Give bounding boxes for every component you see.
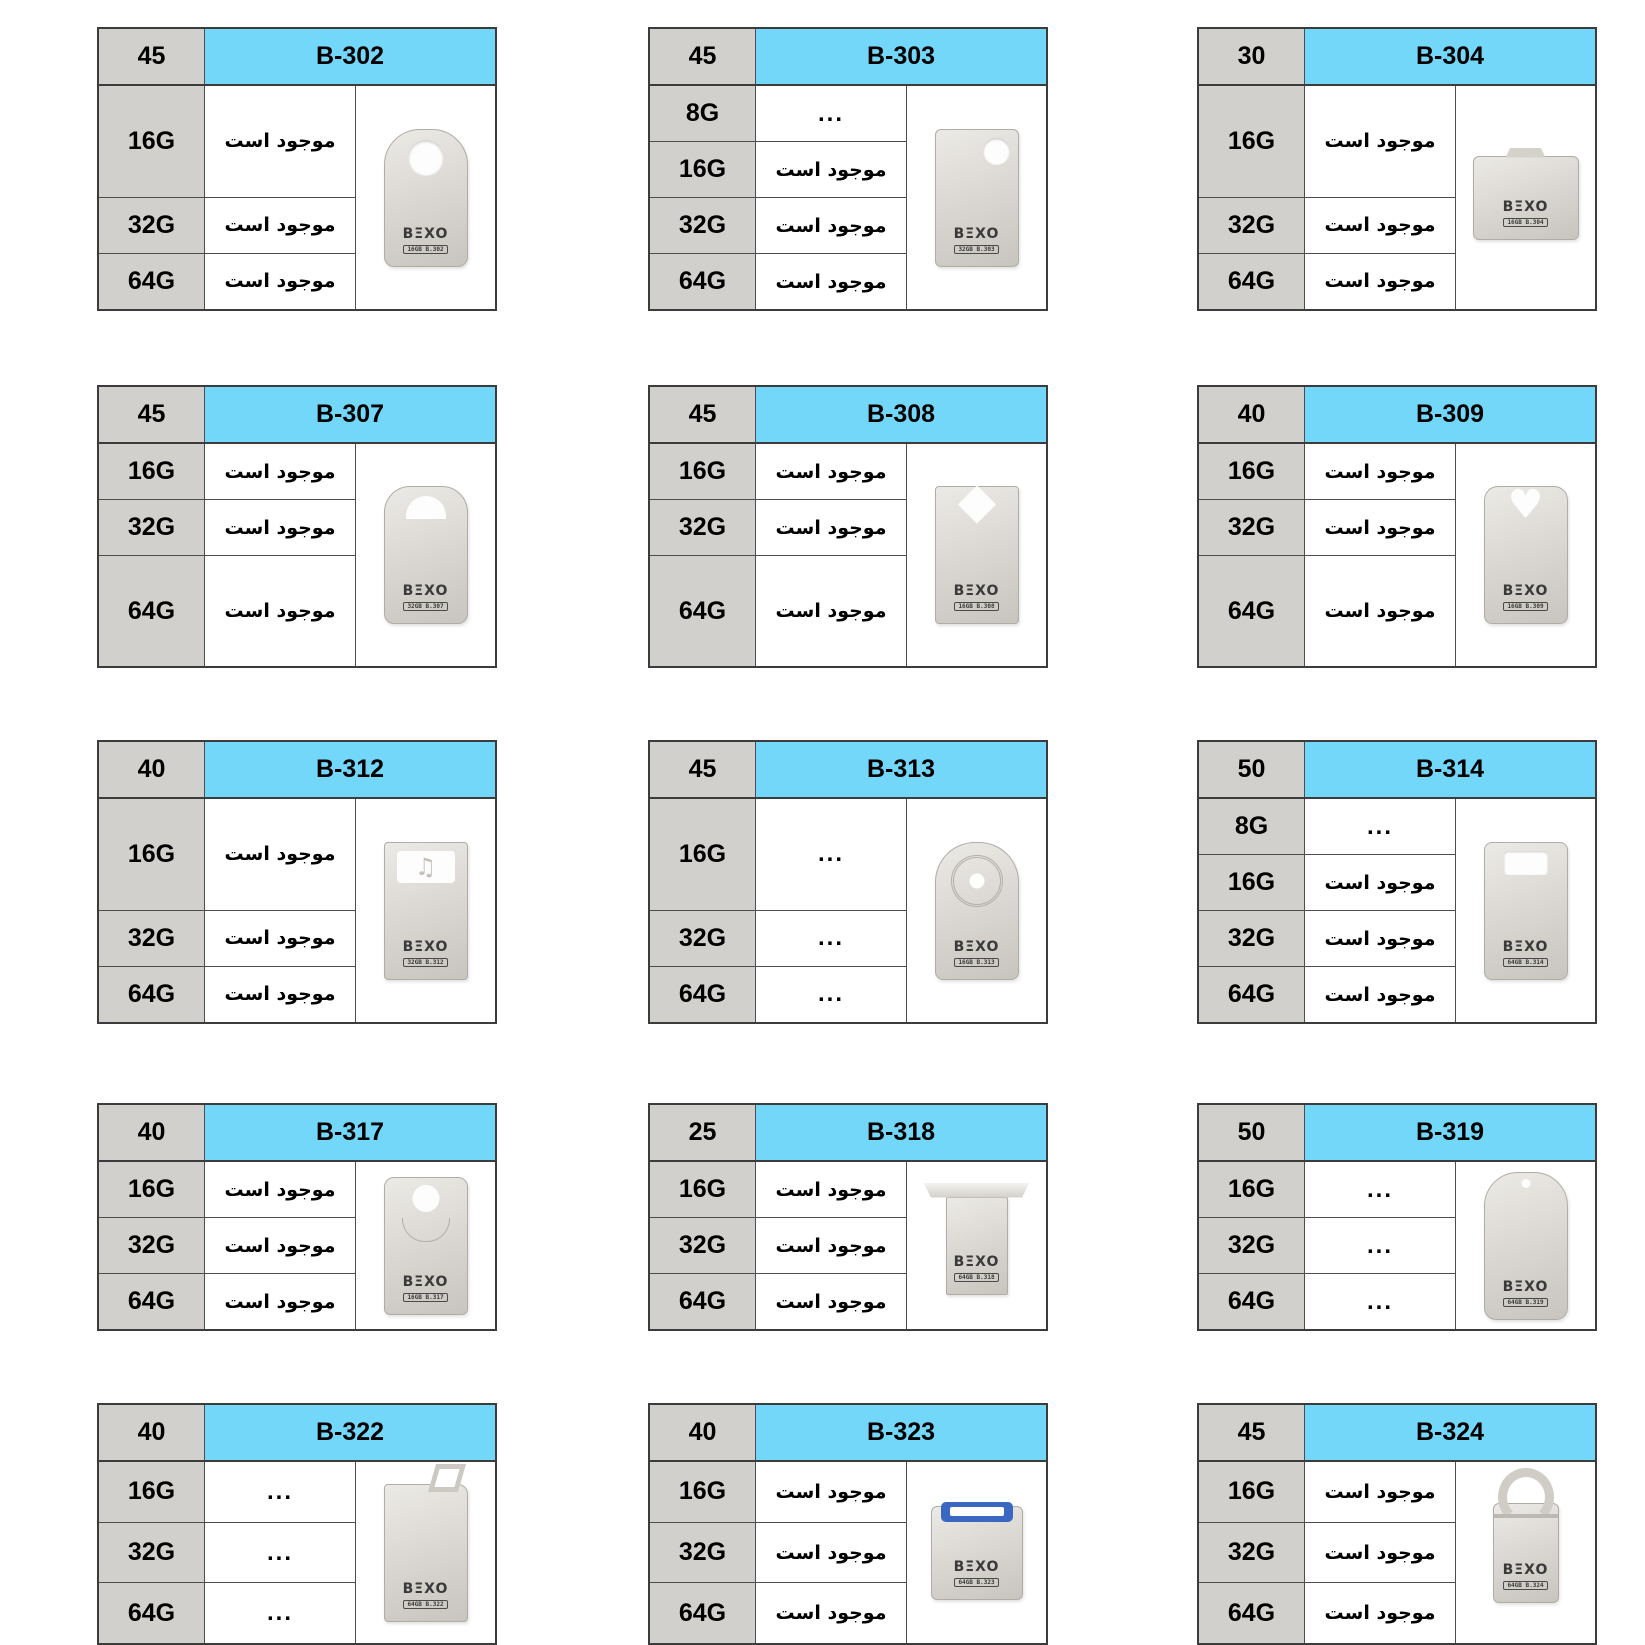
capacity-cell: 16G bbox=[99, 444, 204, 499]
price-cell: 30 bbox=[1199, 29, 1304, 84]
capacity-row bbox=[1199, 555, 1455, 666]
capacity-rows bbox=[650, 799, 906, 1022]
model-number-cell: B-312 bbox=[204, 742, 495, 797]
table-body bbox=[99, 1462, 495, 1643]
usb-drive-circle-hole-icon bbox=[384, 1177, 468, 1315]
availability-cell: موجود است bbox=[755, 500, 906, 555]
model-number-cell: B-308 bbox=[755, 387, 1046, 442]
model-number-cell: B-318 bbox=[755, 1105, 1046, 1160]
table-header bbox=[99, 1105, 495, 1162]
capacity-row bbox=[650, 1462, 906, 1522]
usb-drive-heart-cutout-icon bbox=[1484, 486, 1568, 624]
capacity-cell: 64G bbox=[99, 556, 204, 666]
capacity-cell: 16G bbox=[99, 1462, 204, 1522]
capacity-cell: 32G bbox=[650, 1523, 755, 1583]
table-header bbox=[1199, 1405, 1595, 1462]
usb-drive-mini-icon bbox=[1473, 156, 1579, 240]
product-table-B-309 bbox=[1197, 385, 1597, 668]
bexo-logo: BΞXO bbox=[953, 583, 1000, 599]
table-header bbox=[650, 29, 1046, 86]
usb-drive-shovel-icon bbox=[1484, 1172, 1568, 1320]
capacity-row bbox=[650, 499, 906, 555]
availability-cell: موجود است bbox=[1304, 254, 1455, 309]
product-table-B-319 bbox=[1197, 1103, 1597, 1331]
drive-capacity-label: 16GB B.302 bbox=[403, 245, 447, 254]
capacity-rows bbox=[1199, 86, 1455, 309]
product-table-B-307 bbox=[97, 385, 497, 668]
capacity-cell: 64G bbox=[650, 967, 755, 1022]
drive-capacity-label: 16GB B.309 bbox=[1503, 602, 1547, 611]
product-table-B-303 bbox=[648, 27, 1048, 311]
capacity-row bbox=[99, 499, 355, 555]
usb-drive-corner-loop-icon bbox=[384, 1484, 468, 1622]
usb-drive-diamond-cutout-icon bbox=[935, 486, 1019, 624]
usb-drive-t-cap-icon bbox=[946, 1197, 1008, 1295]
drive-capacity-label: 64GB B.322 bbox=[403, 1600, 447, 1609]
table-body bbox=[650, 1162, 1046, 1329]
capacity-cell: 32G bbox=[1199, 500, 1304, 555]
table-body bbox=[99, 86, 495, 309]
capacity-row bbox=[650, 253, 906, 309]
capacity-cell: 16G bbox=[1199, 1162, 1304, 1217]
capacity-rows bbox=[650, 444, 906, 666]
table-header bbox=[99, 1405, 495, 1462]
capacity-row bbox=[1199, 86, 1455, 197]
capacity-rows bbox=[99, 1462, 355, 1643]
product-image-cell bbox=[355, 799, 495, 1022]
capacity-row bbox=[99, 555, 355, 666]
capacity-cell: 16G bbox=[1199, 855, 1304, 910]
capacity-cell: 64G bbox=[1199, 1583, 1304, 1643]
capacity-rows bbox=[1199, 1162, 1455, 1329]
capacity-row bbox=[99, 1462, 355, 1522]
capacity-row bbox=[650, 910, 906, 966]
availability-cell: موجود است bbox=[204, 254, 355, 309]
drive-capacity-label: 16GB B.313 bbox=[954, 958, 998, 967]
model-number-cell: B-313 bbox=[755, 742, 1046, 797]
capacity-row bbox=[650, 141, 906, 197]
table-body bbox=[1199, 86, 1595, 309]
capacity-cell: 32G bbox=[650, 911, 755, 966]
availability-cell: موجود است bbox=[1304, 911, 1455, 966]
availability-cell: موجود است bbox=[755, 1462, 906, 1522]
table-body bbox=[99, 444, 495, 666]
bexo-logo: BΞXO bbox=[1502, 938, 1549, 955]
capacity-cell: 64G bbox=[650, 556, 755, 666]
table-header bbox=[650, 1405, 1046, 1462]
capacity-row bbox=[650, 1582, 906, 1643]
model-number-cell: B-307 bbox=[204, 387, 495, 442]
model-number-cell: B-319 bbox=[1304, 1105, 1595, 1160]
capacity-cell: 32G bbox=[650, 198, 755, 253]
availability-cell: موجود است bbox=[1304, 967, 1455, 1022]
usb-drive-blue-clip-icon bbox=[931, 1506, 1023, 1600]
price-cell: 50 bbox=[1199, 1105, 1304, 1160]
capacity-cell: 32G bbox=[99, 500, 204, 555]
price-cell: 40 bbox=[650, 1405, 755, 1460]
capacity-row bbox=[1199, 1522, 1455, 1583]
capacity-row bbox=[1199, 799, 1455, 854]
table-header bbox=[650, 742, 1046, 799]
model-number-cell: B-314 bbox=[1304, 742, 1595, 797]
capacity-row bbox=[650, 555, 906, 666]
capacity-row bbox=[1199, 253, 1455, 309]
availability-cell: موجود است bbox=[755, 1583, 906, 1643]
capacity-row bbox=[650, 1273, 906, 1329]
product-image-cell bbox=[1455, 1462, 1595, 1643]
capacity-row bbox=[1199, 1462, 1455, 1522]
availability-cell: موجود است bbox=[1304, 556, 1455, 666]
price-cell: 45 bbox=[99, 387, 204, 442]
bexo-logo: BΞXO bbox=[402, 1580, 449, 1597]
usb-drive-slot-hole-icon bbox=[1484, 842, 1568, 980]
product-table-B-323 bbox=[648, 1403, 1048, 1645]
capacity-cell: 16G bbox=[650, 444, 755, 499]
capacity-row bbox=[650, 197, 906, 253]
table-header bbox=[1199, 387, 1595, 444]
capacity-row bbox=[1199, 1217, 1455, 1273]
availability-cell: موجود است bbox=[755, 444, 906, 499]
product-image-cell bbox=[906, 1462, 1046, 1643]
bexo-logo: BΞXO bbox=[953, 225, 1000, 242]
capacity-cell: 64G bbox=[650, 1274, 755, 1329]
price-cell: 45 bbox=[99, 29, 204, 84]
product-table-B-304 bbox=[1197, 27, 1597, 311]
capacity-cell: 16G bbox=[99, 86, 204, 197]
capacity-cell: 16G bbox=[650, 1162, 755, 1217]
bexo-logo: ♥ BΞXO bbox=[1502, 583, 1549, 599]
bexo-logo: BΞXO bbox=[953, 1253, 1000, 1270]
model-number-cell: B-317 bbox=[204, 1105, 495, 1160]
capacity-row bbox=[99, 799, 355, 910]
capacity-row bbox=[1199, 499, 1455, 555]
capacity-rows bbox=[650, 86, 906, 309]
availability-cell: موجود است bbox=[204, 911, 355, 966]
capacity-cell: 16G bbox=[99, 1162, 204, 1217]
table-header bbox=[99, 29, 495, 86]
capacity-row bbox=[99, 966, 355, 1022]
product-table-B-312 bbox=[97, 740, 497, 1024]
table-body bbox=[1199, 1462, 1595, 1643]
drive-capacity-label: 16GB B.308 bbox=[954, 602, 998, 611]
capacity-cell: 64G bbox=[1199, 556, 1304, 666]
availability-cell: موجود است bbox=[204, 967, 355, 1022]
product-image-cell bbox=[355, 86, 495, 309]
table-header bbox=[99, 742, 495, 799]
capacity-rows bbox=[650, 1162, 906, 1329]
capacity-rows bbox=[650, 1462, 906, 1643]
product-image-cell bbox=[1455, 86, 1595, 309]
capacity-cell: 16G bbox=[1199, 86, 1304, 197]
product-image-cell bbox=[906, 1162, 1046, 1329]
capacity-cell: 64G bbox=[650, 1583, 755, 1643]
price-cell: 45 bbox=[650, 742, 755, 797]
drive-capacity-label: 16GB B.317 bbox=[403, 1293, 447, 1302]
capacity-row bbox=[99, 1162, 355, 1217]
drive-capacity-label: 64GB B.324 bbox=[1503, 1581, 1547, 1590]
capacity-row bbox=[99, 1522, 355, 1583]
product-table-B-318 bbox=[648, 1103, 1048, 1331]
product-table-B-314 bbox=[1197, 740, 1597, 1024]
capacity-row bbox=[650, 1217, 906, 1273]
capacity-rows bbox=[99, 86, 355, 309]
availability-cell: موجود است bbox=[204, 86, 355, 197]
product-image-cell bbox=[355, 444, 495, 666]
capacity-row bbox=[99, 197, 355, 253]
capacity-row bbox=[650, 1162, 906, 1217]
drive-capacity-label: 32GB B.303 bbox=[954, 245, 998, 254]
capacity-cell: 64G bbox=[99, 1274, 204, 1329]
capacity-rows bbox=[99, 1162, 355, 1329]
capacity-row bbox=[1199, 966, 1455, 1022]
price-cell: 45 bbox=[650, 387, 755, 442]
price-cell: 40 bbox=[99, 1105, 204, 1160]
product-table-B-308 bbox=[648, 385, 1048, 668]
table-header bbox=[650, 1105, 1046, 1162]
availability-cell: موجود است bbox=[204, 1274, 355, 1329]
capacity-rows bbox=[1199, 1462, 1455, 1643]
availability-cell: موجود است bbox=[204, 500, 355, 555]
bexo-logo: BΞXO bbox=[953, 1558, 1000, 1575]
capacity-row bbox=[99, 1582, 355, 1643]
capacity-row bbox=[1199, 910, 1455, 966]
capacity-cell: 64G bbox=[99, 254, 204, 309]
capacity-cell: 32G bbox=[99, 1218, 204, 1273]
availability-cell: ... bbox=[204, 1523, 355, 1583]
product-image-cell bbox=[906, 86, 1046, 309]
usb-drive-hook-icon bbox=[1493, 1503, 1559, 1603]
capacity-row bbox=[99, 1273, 355, 1329]
price-cell: 45 bbox=[1199, 1405, 1304, 1460]
availability-cell: موجود است bbox=[1304, 444, 1455, 499]
availability-cell: موجود است bbox=[204, 799, 355, 910]
availability-cell: موجود است bbox=[204, 1218, 355, 1273]
capacity-cell: 32G bbox=[1199, 1218, 1304, 1273]
drive-capacity-label: 16GB B.304 bbox=[1503, 218, 1547, 227]
drive-capacity-label: 64GB B.319 bbox=[1503, 1298, 1547, 1307]
capacity-row bbox=[1199, 444, 1455, 499]
price-cell: 40 bbox=[99, 742, 204, 797]
model-number-cell: B-304 bbox=[1304, 29, 1595, 84]
bexo-logo: BΞXO bbox=[402, 1273, 449, 1290]
capacity-row bbox=[650, 799, 906, 910]
availability-cell: موجود است bbox=[1304, 855, 1455, 910]
capacity-cell: 64G bbox=[1199, 254, 1304, 309]
capacity-row bbox=[1199, 1582, 1455, 1643]
table-body bbox=[99, 799, 495, 1022]
bexo-logo: BΞXO bbox=[402, 225, 449, 242]
table-header bbox=[1199, 29, 1595, 86]
availability-cell: موجود است bbox=[755, 198, 906, 253]
capacity-cell: 32G bbox=[650, 1218, 755, 1273]
price-cell: 45 bbox=[650, 29, 755, 84]
model-number-cell: B-324 bbox=[1304, 1405, 1595, 1460]
capacity-row bbox=[650, 1522, 906, 1583]
capacity-cell: 32G bbox=[99, 911, 204, 966]
capacity-cell: 32G bbox=[1199, 198, 1304, 253]
capacity-row bbox=[1199, 197, 1455, 253]
bexo-logo: BΞXO bbox=[953, 938, 1000, 955]
availability-cell: ... bbox=[755, 967, 906, 1022]
model-number-cell: B-303 bbox=[755, 29, 1046, 84]
product-image-cell bbox=[906, 799, 1046, 1022]
product-table-B-317 bbox=[97, 1103, 497, 1331]
model-number-cell: B-309 bbox=[1304, 387, 1595, 442]
capacity-row bbox=[650, 86, 906, 141]
availability-cell: موجود است bbox=[1304, 1462, 1455, 1522]
drive-capacity-label: 64GB B.318 bbox=[954, 1273, 998, 1282]
table-header bbox=[1199, 1105, 1595, 1162]
model-number-cell: B-322 bbox=[204, 1405, 495, 1460]
capacity-row bbox=[99, 1217, 355, 1273]
price-cell: 40 bbox=[99, 1405, 204, 1460]
model-number-cell: B-302 bbox=[204, 29, 495, 84]
table-body bbox=[650, 444, 1046, 666]
bexo-logo: ♫ BΞXO bbox=[402, 938, 449, 955]
availability-cell: موجود است bbox=[755, 1274, 906, 1329]
availability-cell: موجود است bbox=[204, 1162, 355, 1217]
product-image-cell bbox=[1455, 444, 1595, 666]
capacity-cell: 64G bbox=[99, 1583, 204, 1643]
capacity-cell: 8G bbox=[650, 86, 755, 141]
capacity-cell: 64G bbox=[1199, 1274, 1304, 1329]
table-body bbox=[1199, 1162, 1595, 1329]
capacity-row bbox=[650, 966, 906, 1022]
availability-cell: موجود است bbox=[755, 1523, 906, 1583]
availability-cell: موجود است bbox=[204, 444, 355, 499]
capacity-cell: 32G bbox=[1199, 911, 1304, 966]
capacity-cell: 32G bbox=[99, 198, 204, 253]
availability-cell: موجود است bbox=[755, 254, 906, 309]
capacity-cell: 16G bbox=[650, 142, 755, 197]
capacity-cell: 64G bbox=[99, 967, 204, 1022]
availability-cell: ... bbox=[204, 1462, 355, 1522]
availability-cell: ... bbox=[204, 1583, 355, 1643]
availability-cell: ... bbox=[1304, 1162, 1455, 1217]
table-body bbox=[1199, 799, 1595, 1022]
capacity-cell: 16G bbox=[1199, 1462, 1304, 1522]
usb-drive-arch-loop-icon bbox=[384, 486, 468, 624]
capacity-cell: 64G bbox=[1199, 967, 1304, 1022]
capacity-row bbox=[99, 444, 355, 499]
capacity-rows bbox=[1199, 799, 1455, 1022]
usb-drive-round-hole-icon bbox=[384, 129, 468, 267]
capacity-cell: 8G bbox=[1199, 799, 1304, 854]
bexo-logo: BΞXO bbox=[402, 583, 449, 599]
availability-cell: ... bbox=[755, 799, 906, 910]
availability-cell: موجود است bbox=[1304, 1523, 1455, 1583]
availability-cell: ... bbox=[1304, 1274, 1455, 1329]
product-table-B-322 bbox=[97, 1403, 497, 1645]
availability-cell: ... bbox=[755, 911, 906, 966]
price-cell: 50 bbox=[1199, 742, 1304, 797]
capacity-row bbox=[99, 253, 355, 309]
product-image-cell bbox=[355, 1462, 495, 1643]
capacity-rows bbox=[99, 799, 355, 1022]
availability-cell: موجود است bbox=[755, 142, 906, 197]
capacity-row bbox=[1199, 854, 1455, 910]
capacity-row bbox=[99, 910, 355, 966]
usb-drive-corner-hole-icon bbox=[935, 129, 1019, 267]
drive-capacity-label: 64GB B.323 bbox=[954, 1578, 998, 1587]
drive-capacity-label: 32GB B.307 bbox=[403, 602, 447, 611]
price-cell: 25 bbox=[650, 1105, 755, 1160]
availability-cell: ... bbox=[755, 86, 906, 141]
capacity-row bbox=[1199, 1162, 1455, 1217]
product-image-cell bbox=[906, 444, 1046, 666]
bexo-logo: BΞXO bbox=[1502, 198, 1549, 215]
availability-cell: موجود است bbox=[1304, 198, 1455, 253]
capacity-rows bbox=[1199, 444, 1455, 666]
table-body bbox=[650, 86, 1046, 309]
usb-drive-music-note-icon bbox=[384, 842, 468, 980]
availability-cell: موجود است bbox=[1304, 86, 1455, 197]
bexo-logo: BΞXO bbox=[1502, 1561, 1549, 1578]
drive-capacity-label: 64GB B.314 bbox=[1503, 958, 1547, 967]
bexo-logo: BΞXO bbox=[1502, 1278, 1549, 1295]
capacity-cell: 16G bbox=[1199, 444, 1304, 499]
table-body bbox=[1199, 444, 1595, 666]
table-body bbox=[650, 799, 1046, 1022]
product-image-cell bbox=[1455, 1162, 1595, 1329]
product-table-B-302 bbox=[97, 27, 497, 311]
capacity-cell: 64G bbox=[650, 254, 755, 309]
product-image-cell bbox=[355, 1162, 495, 1329]
usb-drive-rounded-top-icon bbox=[935, 842, 1019, 980]
capacity-rows bbox=[99, 444, 355, 666]
capacity-cell: 32G bbox=[99, 1523, 204, 1583]
model-number-cell: B-323 bbox=[755, 1405, 1046, 1460]
availability-cell: موجود است bbox=[204, 556, 355, 666]
capacity-cell: 32G bbox=[1199, 1523, 1304, 1583]
capacity-cell: 16G bbox=[650, 799, 755, 910]
table-header bbox=[650, 387, 1046, 444]
availability-cell: ... bbox=[1304, 799, 1455, 854]
capacity-cell: 16G bbox=[650, 1462, 755, 1522]
price-cell: 40 bbox=[1199, 387, 1304, 442]
availability-cell: موجود است bbox=[204, 198, 355, 253]
capacity-cell: 32G bbox=[650, 500, 755, 555]
availability-cell: موجود است bbox=[755, 1218, 906, 1273]
capacity-row bbox=[1199, 1273, 1455, 1329]
table-body bbox=[99, 1162, 495, 1329]
availability-cell: موجود است bbox=[1304, 1583, 1455, 1643]
availability-cell: موجود است bbox=[755, 1162, 906, 1217]
table-header bbox=[1199, 742, 1595, 799]
availability-cell: موجود است bbox=[755, 556, 906, 666]
drive-capacity-label: 32GB B.312 bbox=[403, 958, 447, 967]
availability-cell: موجود است bbox=[1304, 500, 1455, 555]
capacity-cell: 16G bbox=[99, 799, 204, 910]
capacity-row bbox=[650, 444, 906, 499]
product-table-B-313 bbox=[648, 740, 1048, 1024]
product-table-B-324 bbox=[1197, 1403, 1597, 1645]
capacity-row bbox=[99, 86, 355, 197]
product-image-cell bbox=[1455, 799, 1595, 1022]
table-header bbox=[99, 387, 495, 444]
table-body bbox=[650, 1462, 1046, 1643]
availability-cell: ... bbox=[1304, 1218, 1455, 1273]
